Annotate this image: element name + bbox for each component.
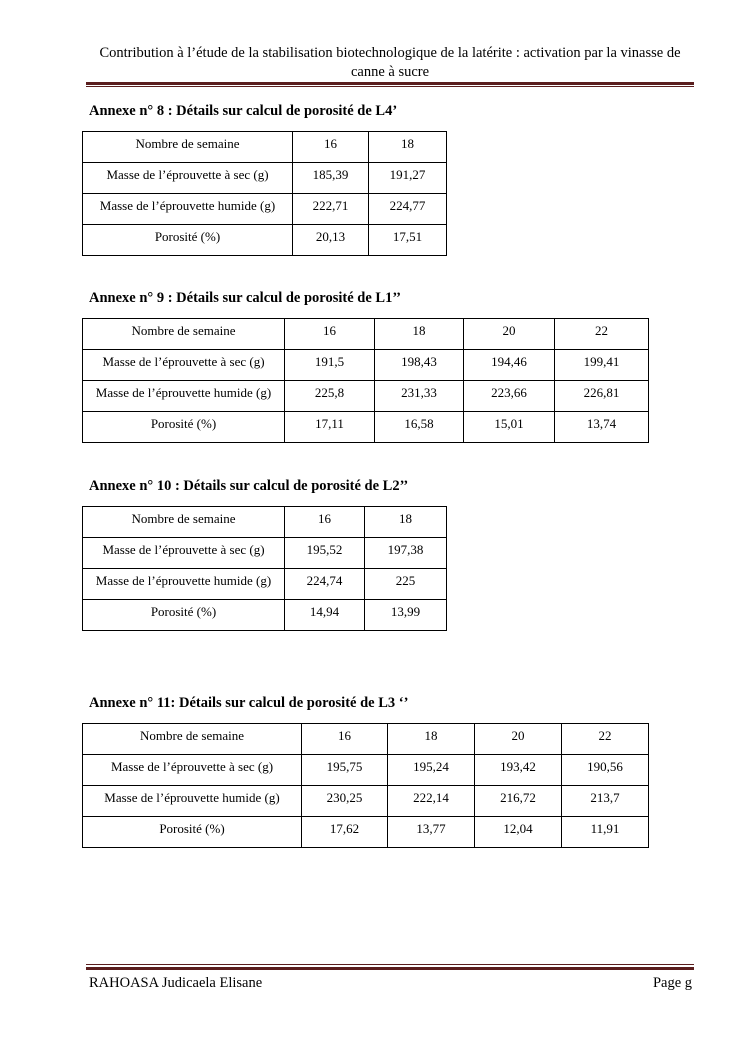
table-cell: 230,25 [302, 786, 388, 817]
table-cell: 13,99 [365, 600, 447, 631]
table-cell: 16 [293, 132, 369, 163]
table-row [83, 538, 447, 569]
table-cell: 213,7 [562, 786, 649, 817]
table-row [83, 225, 447, 256]
annexe-8-heading: Annexe n° 8 : Détails sur calcul de porosité de L4’ [89, 103, 398, 119]
header-rule-thin [86, 86, 694, 87]
table-cell: Nombre de semaine [83, 507, 285, 538]
footer-rule-thick [86, 967, 694, 970]
table-cell: 12,04 [475, 817, 562, 848]
table-cell: Porosité (%) [83, 412, 285, 443]
table-cell: 231,33 [375, 381, 464, 412]
table-cell: 195,52 [285, 538, 365, 569]
table-cell: Nombre de semaine [83, 319, 285, 350]
table-row [83, 600, 447, 631]
annexe-11-heading: Annexe n° 11: Détails sur calcul de porosité de L3 ‘’ [89, 695, 409, 711]
footer-author: RAHOASA Judicaela Elisane [89, 975, 263, 991]
table-cell: Masse de l’éprouvette à sec (g) [83, 538, 285, 569]
header-rule-thick [86, 82, 694, 85]
table-cell: 18 [365, 507, 447, 538]
table-cell: 22 [562, 724, 649, 755]
table-cell: 15,01 [464, 412, 555, 443]
table-cell: 13,77 [388, 817, 475, 848]
table-row [83, 786, 649, 817]
table-cell: 223,66 [464, 381, 555, 412]
table-cell: 14,94 [285, 600, 365, 631]
table-cell: 194,46 [464, 350, 555, 381]
table-row [83, 569, 447, 600]
table-cell: 193,42 [475, 755, 562, 786]
footer-rule-thin [86, 964, 694, 965]
table-cell: 222,71 [293, 194, 369, 225]
table-cell: 224,74 [285, 569, 365, 600]
table-cell: 199,41 [555, 350, 649, 381]
page-header-title: Contribution à l’étude de la stabilisation biotechnologique de la latérite : activation par la vinasse de canne à sucre [99, 45, 681, 80]
table-cell: 226,81 [555, 381, 649, 412]
table-cell: 195,75 [302, 755, 388, 786]
table-cell: 16 [302, 724, 388, 755]
table-row [83, 163, 447, 194]
table-cell: 20 [475, 724, 562, 755]
table-cell: 16 [285, 319, 375, 350]
table-cell: 11,91 [562, 817, 649, 848]
table-row [83, 194, 447, 225]
table-cell: Porosité (%) [83, 225, 293, 256]
table-cell: Masse de l’éprouvette humide (g) [83, 569, 285, 600]
table-cell: Masse de l’éprouvette à sec (g) [83, 350, 285, 381]
table-row [83, 412, 649, 443]
table-cell: 190,56 [562, 755, 649, 786]
table-row [83, 319, 649, 350]
table-cell: 22 [555, 319, 649, 350]
table-cell: 16 [285, 507, 365, 538]
table-cell: Masse de l’éprouvette humide (g) [83, 381, 285, 412]
annexe-10-table [82, 506, 447, 631]
table-cell: 17,51 [369, 225, 447, 256]
table-cell: Masse de l’éprouvette humide (g) [83, 194, 293, 225]
annexe-8-table [82, 131, 447, 256]
table-cell: 16,58 [375, 412, 464, 443]
table-row [83, 755, 649, 786]
table-cell: 225,8 [285, 381, 375, 412]
table-cell: 198,43 [375, 350, 464, 381]
table-cell: 197,38 [365, 538, 447, 569]
table-cell: 191,5 [285, 350, 375, 381]
table-cell: 224,77 [369, 194, 447, 225]
table-cell: 195,24 [388, 755, 475, 786]
table-cell: 20 [464, 319, 555, 350]
table-cell: 20,13 [293, 225, 369, 256]
table-cell: 216,72 [475, 786, 562, 817]
table-row [83, 817, 649, 848]
table-cell: Masse de l’éprouvette à sec (g) [83, 163, 293, 194]
table-cell: 17,62 [302, 817, 388, 848]
annexe-9-table [82, 318, 649, 443]
table-cell: 191,27 [369, 163, 447, 194]
table-cell: 225 [365, 569, 447, 600]
table-row [83, 350, 649, 381]
table-cell: 17,11 [285, 412, 375, 443]
table-cell: 222,14 [388, 786, 475, 817]
table-cell: 18 [369, 132, 447, 163]
table-cell: Masse de l’éprouvette à sec (g) [83, 755, 302, 786]
table-cell: 13,74 [555, 412, 649, 443]
table-cell: Nombre de semaine [83, 132, 293, 163]
table-row [83, 724, 649, 755]
table-row [83, 507, 447, 538]
table-row [83, 132, 447, 163]
table-cell: Nombre de semaine [83, 724, 302, 755]
table-cell: 185,39 [293, 163, 369, 194]
table-cell: Porosité (%) [83, 600, 285, 631]
table-cell: 18 [388, 724, 475, 755]
annexe-9-heading: Annexe n° 9 : Détails sur calcul de porosité de L1’’ [89, 290, 401, 306]
table-cell: 18 [375, 319, 464, 350]
table-row [83, 381, 649, 412]
footer-page-number: Page g [652, 975, 692, 991]
annexe-10-heading: Annexe n° 10 : Détails sur calcul de porosité de L2’’ [89, 478, 409, 494]
table-cell: Masse de l’éprouvette humide (g) [83, 786, 302, 817]
annexe-11-table [82, 723, 649, 848]
table-cell: Porosité (%) [83, 817, 302, 848]
